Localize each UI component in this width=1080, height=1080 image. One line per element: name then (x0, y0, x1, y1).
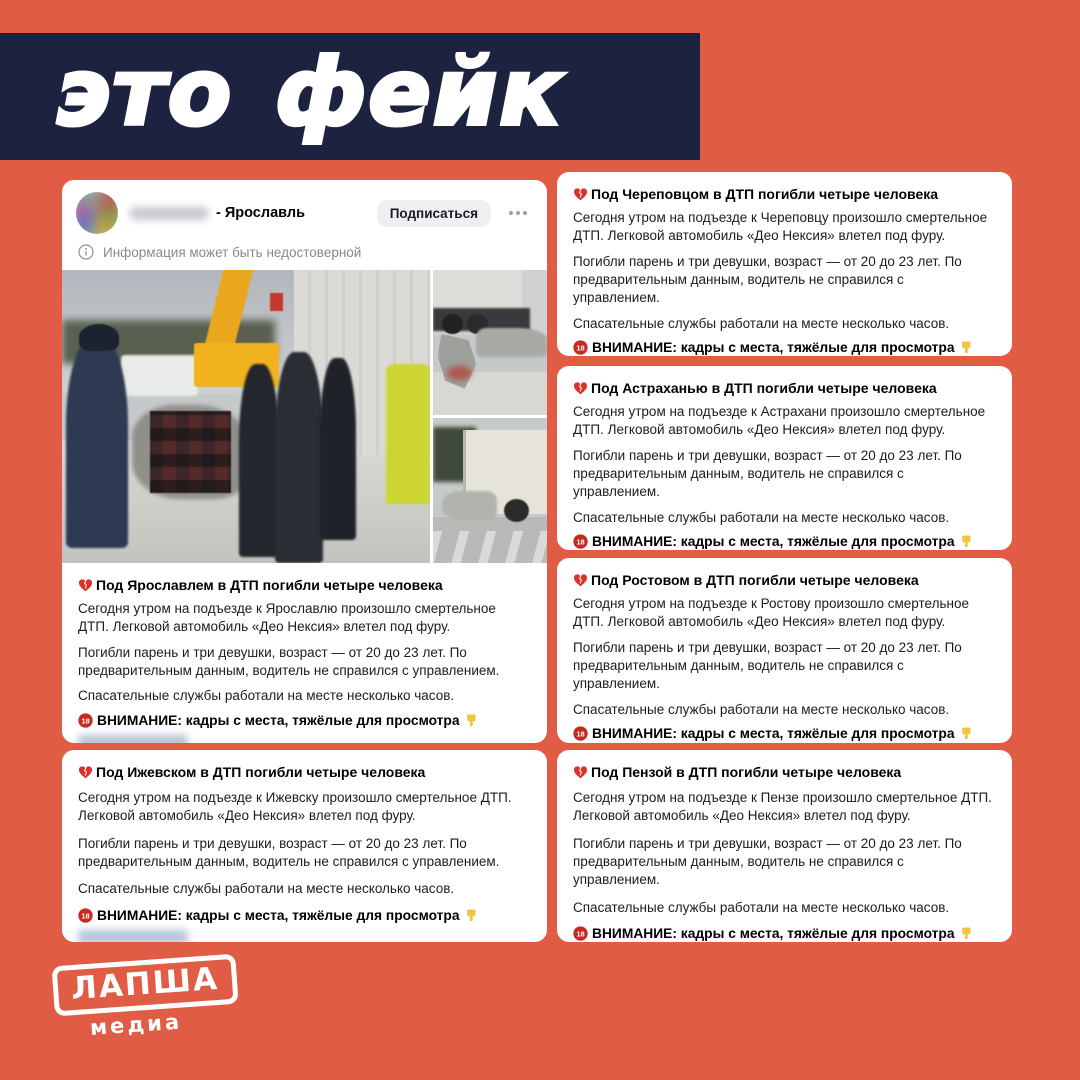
warning-text: ВНИМАНИЕ: кадры с места, тяжёлые для просмотра (592, 534, 955, 550)
post-text-astrakhan (557, 366, 1012, 550)
pointing-down-finger-icon (959, 926, 973, 941)
warning-text: ВНИМАНИЕ: кадры с места, тяжёлые для просмотра (592, 926, 955, 942)
warning-text: ВНИМАНИЕ: кадры с места, тяжёлые для просмотра (97, 712, 460, 728)
blurred-link[interactable] (78, 930, 188, 942)
post-paragraph: Спасательные службы работали на месте несколько часов. (573, 701, 950, 717)
news-card-izhevsk (62, 750, 547, 942)
post-paragraph: Сегодня утром на подъезде к Ярославлю произошло смертельное ДТП. Легковой автомобиль «Део Нексия» влетел под фуру. (78, 601, 496, 635)
post-paragraph: Сегодня утром на подъезде к Астрахани произошло смертельное ДТП. Легковой автомобиль «Део Нексия» влетел под фуру. (573, 404, 986, 438)
group-name (130, 205, 377, 221)
warning-line (78, 713, 529, 728)
police-figure (275, 352, 323, 563)
post-text-penza (557, 750, 1012, 942)
post-paragraph: Погибли парень и три девушки, возраст — от 20 до 23 лет. По предварительным данным, водитель не справился с управлением. (573, 639, 962, 692)
post-title (573, 380, 994, 396)
subscribe-button[interactable]: Подписаться (377, 200, 491, 227)
pointing-down-finger-icon (959, 340, 973, 355)
crash-photo-bottom-right (433, 418, 547, 563)
18-plus-icon (573, 534, 588, 549)
vk-post-card-yaroslavl (62, 180, 547, 743)
post-paragraph: Погибли парень и три девушки, возраст — от 20 до 23 лет. По предварительным данным, водитель не справился с управлением. (573, 835, 962, 888)
post-paragraph: Погибли парень и три девушки, возраст — от 20 до 23 лет. По предварительным данным, водитель не справился с управлением. (573, 447, 962, 500)
fake-banner-text: это фейк (56, 38, 564, 146)
fake-banner (0, 33, 700, 160)
white-van (121, 355, 198, 396)
post-paragraph: Сегодня утром на подъезде к Череповцу произошло смертельное ДТП. Легковой автомобиль «Део Нексия» влетел под фуру. (573, 210, 988, 244)
post-header (62, 180, 547, 238)
blurred-group-name (130, 207, 208, 220)
logo-box: ЛАПША (52, 954, 239, 1017)
broken-heart-icon (78, 578, 93, 592)
post-title-text: Под Ростовом в ДТП погибли четыре человека (591, 572, 919, 588)
post-paragraph: Спасательные службы работали на месте несколько часов. (78, 881, 455, 897)
post-title (573, 186, 994, 202)
ellipsis-icon[interactable] (509, 211, 527, 215)
18-plus-icon (573, 726, 588, 741)
post-paragraph: Сегодня утром на подъезде к Ижевску произошло смертельное ДТП. Легковой автомобиль «Део Нексия» влетел под фуру. (78, 790, 512, 824)
post-paragraph: Погибли парень и три девушки, возраст — от 20 до 23 лет. По предварительным данным, водитель не справился с управлением. (78, 835, 500, 870)
warning-line (573, 340, 994, 355)
crash-photo-top-right (433, 270, 547, 415)
post-paragraph: Спасательные службы работали на месте несколько часов. (573, 509, 950, 525)
post-title (573, 572, 994, 588)
rescuer-figure (66, 337, 129, 548)
pointing-down-finger-icon (464, 908, 478, 923)
post-text-izhevsk (62, 750, 547, 942)
hi-vis-worker (386, 364, 430, 505)
crane-hook (270, 293, 283, 311)
post-text-cherepovets (557, 172, 1012, 356)
crushed-car (442, 491, 497, 520)
police-figure (239, 364, 279, 557)
post-text-rostov (557, 558, 1012, 743)
news-card-penza (557, 750, 1012, 942)
18-plus-icon (78, 908, 93, 923)
truck-wheel (442, 314, 463, 334)
avatar (76, 192, 118, 234)
crash-photo-main (62, 270, 430, 563)
broken-heart-icon (78, 765, 93, 779)
crushed-car (476, 328, 547, 357)
post-paragraph: Спасательные службы работали на месте несколько часов. (573, 315, 950, 331)
18-plus-icon (78, 713, 93, 728)
unreliable-info-notice (62, 238, 547, 270)
broken-heart-icon (573, 573, 588, 587)
svg-text:18: 18 (576, 729, 585, 739)
post-title-text: Под Череповцом в ДТП погибли четыре человека (591, 186, 939, 202)
post-title (78, 577, 529, 593)
blood-stain (447, 366, 472, 381)
post-title-text: Под Астраханью в ДТП погибли четыре человека (591, 380, 937, 396)
svg-text:18: 18 (576, 537, 585, 547)
notice-text: Информация может быть недостоверной (103, 244, 362, 260)
warning-text: ВНИМАНИЕ: кадры с места, тяжёлые для просмотра (592, 726, 955, 742)
post-paragraph: Спасательные службы работали на месте несколько часов. (78, 688, 455, 704)
warning-text: ВНИМАНИЕ: кадры с места, тяжёлые для просмотра (592, 340, 955, 356)
crosswalk-stripes (433, 531, 547, 563)
warning-line (573, 926, 994, 941)
post-paragraph: Погибли парень и три девушки, возраст — от 20 до 23 лет. По предварительным данным, водитель не справился с управлением. (78, 644, 500, 679)
collage-right-column (433, 270, 547, 563)
post-text-yaroslavl (62, 563, 547, 743)
post-paragraph: Сегодня утром на подъезде к Ростову произошло смертельное ДТП. Легковой автомобиль «Део Нексия» влетел под фуру. (573, 596, 969, 630)
warning-text: ВНИМАНИЕ: кадры с места, тяжёлые для просмотра (97, 907, 460, 923)
truck-wheel (504, 499, 529, 522)
post-title (573, 764, 994, 780)
broken-heart-icon (573, 187, 588, 201)
news-card-astrakhan (557, 366, 1012, 550)
18-plus-icon (573, 340, 588, 355)
18-plus-icon (573, 926, 588, 941)
post-paragraph: Сегодня утром на подъезде к Пензе произошло смертельное ДТП. Легковой автомобиль «Део Нексия» влетел под фуру. (573, 790, 992, 824)
news-card-cherepovets (557, 172, 1012, 356)
warning-line (573, 534, 994, 549)
broken-heart-icon (573, 765, 588, 779)
warning-line (573, 726, 994, 741)
svg-text:18: 18 (81, 716, 90, 726)
police-figure (320, 358, 357, 540)
post-title-text: Под Ярославлем в ДТП погибли четыре человека (96, 577, 443, 593)
lapsha-media-logo (52, 954, 241, 1043)
blurred-link[interactable] (78, 735, 188, 743)
svg-text:18: 18 (81, 911, 90, 921)
post-paragraph: Погибли парень и три девушки, возраст — от 20 до 23 лет. По предварительным данным, водитель не справился с управлением. (573, 253, 962, 306)
pointing-down-finger-icon (959, 534, 973, 549)
svg-text:18: 18 (576, 929, 585, 939)
pixelated-censor-block (150, 411, 231, 493)
svg-text:18: 18 (576, 343, 585, 353)
warning-line (78, 908, 529, 923)
post-title-text: Под Пензой в ДТП погибли четыре человека (591, 764, 902, 780)
logo-subtitle: медиа (89, 1009, 183, 1040)
news-card-rostov (557, 558, 1012, 743)
post-title-text: Под Ижевском в ДТП погибли четыре человека (96, 764, 426, 780)
broken-heart-icon (573, 381, 588, 395)
avatar-blur (76, 192, 118, 234)
rescuer-hat (79, 324, 119, 350)
pointing-down-finger-icon (959, 726, 973, 741)
post-title (78, 764, 529, 780)
pointing-down-finger-icon (464, 713, 478, 728)
post-paragraph: Спасательные службы работали на месте несколько часов. (573, 899, 950, 915)
crash-photo-collage (62, 270, 547, 563)
info-circle-icon (78, 244, 94, 260)
group-city-label: - Ярославль (216, 205, 305, 221)
